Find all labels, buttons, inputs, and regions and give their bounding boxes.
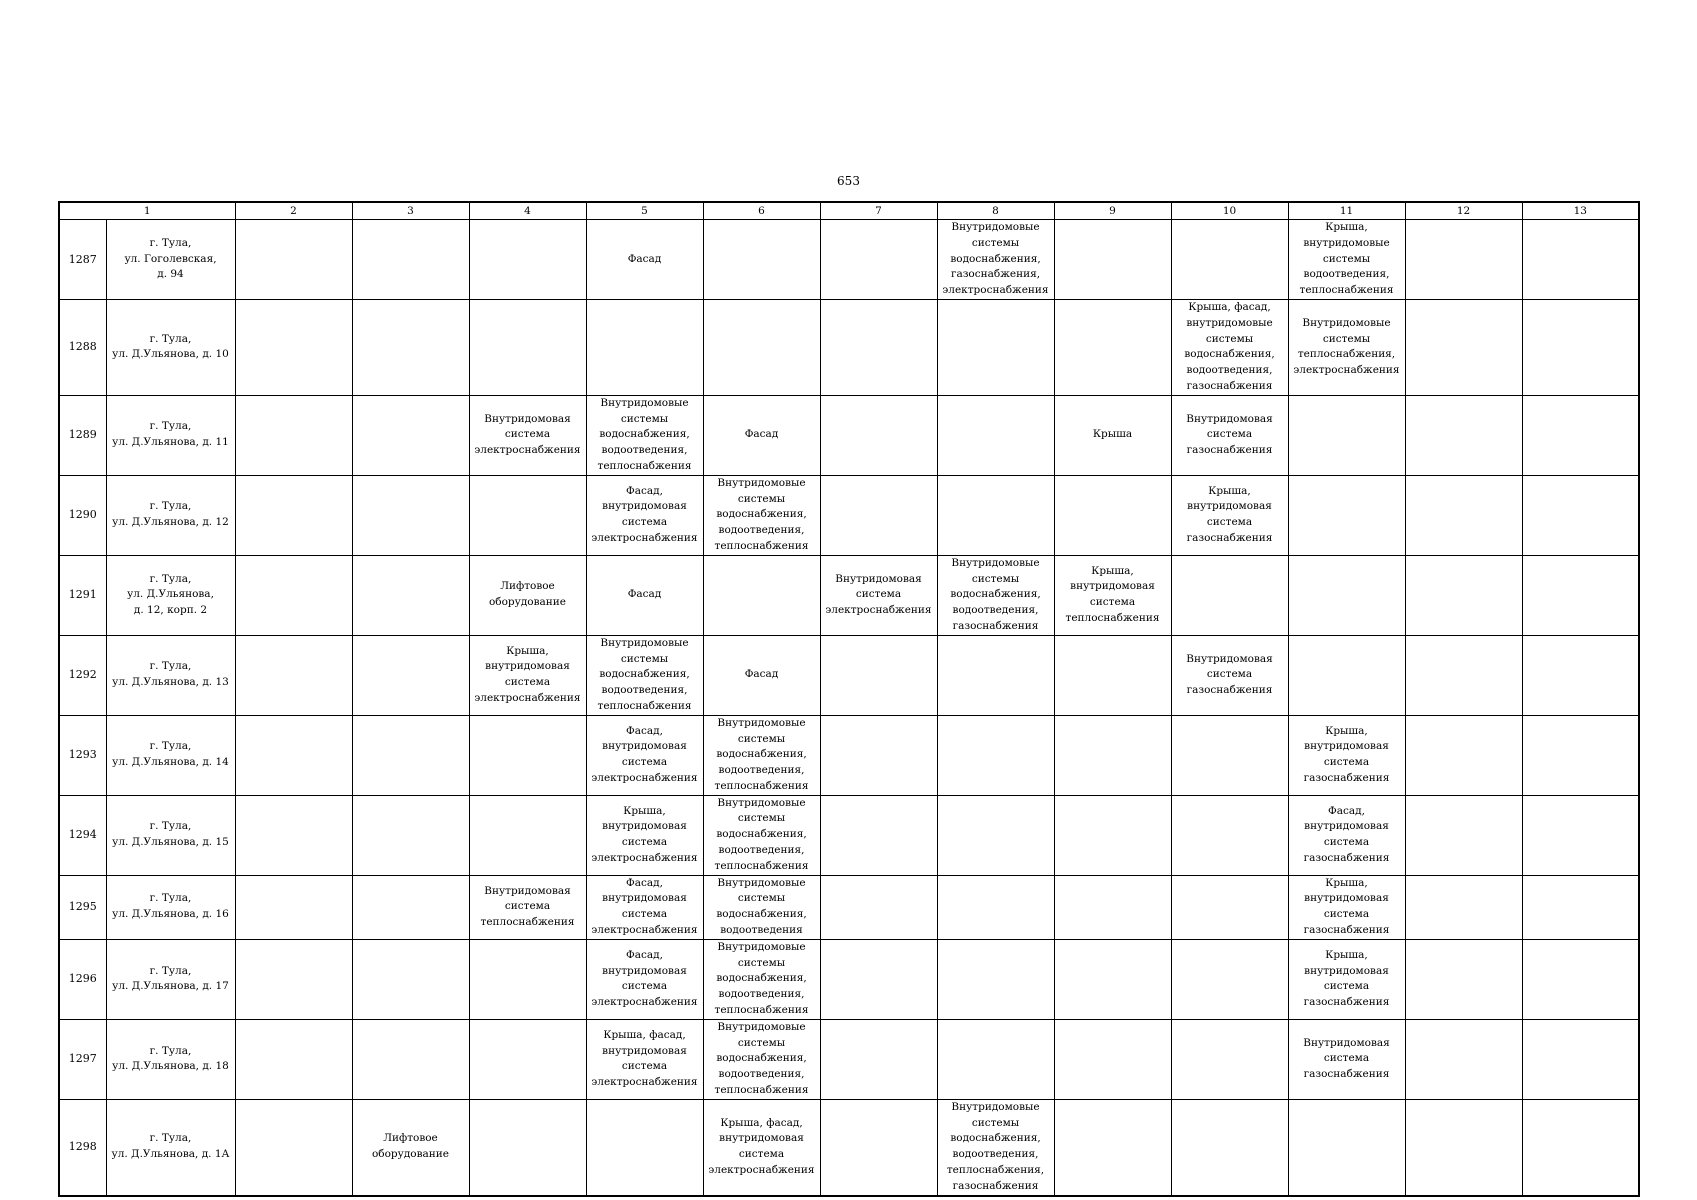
row-number: 1296 xyxy=(59,939,106,1019)
work-cell-col-10 xyxy=(1171,1099,1288,1195)
work-cell-col-12 xyxy=(1405,715,1522,795)
address-cell: г. Тула, ул. Д.Ульянова, д. 10 xyxy=(106,299,235,395)
work-cell-col-2 xyxy=(235,220,352,300)
row-number: 1294 xyxy=(59,795,106,875)
work-cell-col-2 xyxy=(235,395,352,475)
work-cell-col-7 xyxy=(820,475,937,555)
work-cell-col-3 xyxy=(352,555,469,635)
work-cell-col-3 xyxy=(352,1019,469,1099)
work-cell-col-10 xyxy=(1171,555,1288,635)
work-cell-col-7 xyxy=(820,635,937,715)
work-cell-col-6: Внутридомовые системы водоснабжения, водоотведения xyxy=(703,875,820,939)
work-cell-col-6: Фасад xyxy=(703,635,820,715)
work-cell-col-9 xyxy=(1054,1019,1171,1099)
work-cell-col-4 xyxy=(469,939,586,1019)
table-body xyxy=(59,202,1639,1196)
work-cell-col-2 xyxy=(235,795,352,875)
work-cell-col-6 xyxy=(703,555,820,635)
work-cell-col-8 xyxy=(937,299,1054,395)
page-number: 653 xyxy=(837,174,860,188)
work-cell-col-10: Внутридомовая система газоснабжения xyxy=(1171,395,1288,475)
work-cell-col-5: Фасад, внутридомовая система электроснабжения xyxy=(586,715,703,795)
work-cell-col-2 xyxy=(235,475,352,555)
work-cell-col-5 xyxy=(586,1099,703,1195)
work-cell-col-12 xyxy=(1405,555,1522,635)
work-cell-col-4: Внутридомовая система электроснабжения xyxy=(469,395,586,475)
work-cell-col-9 xyxy=(1054,939,1171,1019)
work-cell-col-9 xyxy=(1054,875,1171,939)
work-cell-col-8: Внутридомовые системы водоснабжения, водоотведения, газоснабжения xyxy=(937,555,1054,635)
work-cell-col-5: Фасад, внутридомовая система электроснабжения xyxy=(586,939,703,1019)
work-cell-col-9 xyxy=(1054,220,1171,300)
work-cell-col-8 xyxy=(937,475,1054,555)
work-cell-col-3 xyxy=(352,635,469,715)
work-cell-col-11 xyxy=(1288,635,1405,715)
work-cell-col-5: Фасад, внутридомовая система электроснабжения xyxy=(586,875,703,939)
work-cell-col-10 xyxy=(1171,715,1288,795)
address-cell: г. Тула, ул. Д.Ульянова, д. 18 xyxy=(106,1019,235,1099)
work-cell-col-10 xyxy=(1171,1019,1288,1099)
work-cell-col-7 xyxy=(820,795,937,875)
row-number: 1287 xyxy=(59,220,106,300)
work-cell-col-3: Лифтовое оборудование xyxy=(352,1099,469,1195)
work-cell-col-11 xyxy=(1288,475,1405,555)
work-cell-col-8 xyxy=(937,875,1054,939)
work-cell-col-13 xyxy=(1522,555,1639,635)
row-number: 1288 xyxy=(59,299,106,395)
work-cell-col-3 xyxy=(352,875,469,939)
work-cell-col-8 xyxy=(937,715,1054,795)
work-cell-col-7 xyxy=(820,1099,937,1195)
table-row xyxy=(59,635,1639,715)
work-cell-col-8 xyxy=(937,395,1054,475)
work-cell-col-4: Внутридомовая система теплоснабжения xyxy=(469,875,586,939)
work-cell-col-12 xyxy=(1405,795,1522,875)
work-cell-col-5: Внутридомовые системы водоснабжения, водоотведения, теплоснабжения xyxy=(586,395,703,475)
work-cell-col-8 xyxy=(937,939,1054,1019)
work-cell-col-4 xyxy=(469,715,586,795)
column-header: 4 xyxy=(469,202,586,220)
column-header: 1 xyxy=(59,202,235,220)
work-cell-col-2 xyxy=(235,1099,352,1195)
work-cell-col-4 xyxy=(469,795,586,875)
row-number: 1295 xyxy=(59,875,106,939)
column-header: 5 xyxy=(586,202,703,220)
work-cell-col-10 xyxy=(1171,939,1288,1019)
work-cell-col-7 xyxy=(820,875,937,939)
work-cell-col-10 xyxy=(1171,875,1288,939)
work-cell-col-9 xyxy=(1054,299,1171,395)
work-cell-col-11: Крыша, внутридомовая система газоснабжения xyxy=(1288,939,1405,1019)
work-cell-col-4 xyxy=(469,220,586,300)
work-cell-col-12 xyxy=(1405,395,1522,475)
work-cell-col-10: Крыша, фасад, внутридомовые системы водоснабжения, водоотведения, газоснабжения xyxy=(1171,299,1288,395)
table-row xyxy=(59,1019,1639,1099)
work-cell-col-8 xyxy=(937,795,1054,875)
work-cell-col-12 xyxy=(1405,635,1522,715)
work-cell-col-13 xyxy=(1522,299,1639,395)
work-cell-col-7 xyxy=(820,395,937,475)
work-cell-col-12 xyxy=(1405,220,1522,300)
work-cell-col-6 xyxy=(703,299,820,395)
table-row xyxy=(59,939,1639,1019)
column-header: 2 xyxy=(235,202,352,220)
address-cell: г. Тула, ул. Д.Ульянова, д. 15 xyxy=(106,795,235,875)
work-cell-col-12 xyxy=(1405,475,1522,555)
work-cell-col-4 xyxy=(469,1099,586,1195)
work-cell-col-13 xyxy=(1522,395,1639,475)
row-number: 1293 xyxy=(59,715,106,795)
work-cell-col-6: Внутридомовые системы водоснабжения, водоотведения, теплоснабжения xyxy=(703,939,820,1019)
work-cell-col-5: Крыша, фасад, внутридомовая система электроснабжения xyxy=(586,1019,703,1099)
work-cell-col-7 xyxy=(820,1019,937,1099)
address-cell: г. Тула, ул. Д.Ульянова, д. 12, корп. 2 xyxy=(106,555,235,635)
work-cell-col-12 xyxy=(1405,1019,1522,1099)
work-cell-col-3 xyxy=(352,939,469,1019)
work-cell-col-4 xyxy=(469,1019,586,1099)
work-cell-col-8 xyxy=(937,635,1054,715)
column-header: 9 xyxy=(1054,202,1171,220)
column-header: 10 xyxy=(1171,202,1288,220)
work-cell-col-13 xyxy=(1522,1099,1639,1195)
work-cell-col-11: Крыша, внутридомовая система газоснабжения xyxy=(1288,715,1405,795)
address-cell: г. Тула, ул. Д.Ульянова, д. 13 xyxy=(106,635,235,715)
work-cell-col-7 xyxy=(820,939,937,1019)
row-number: 1298 xyxy=(59,1099,106,1195)
table-row xyxy=(59,795,1639,875)
table-row xyxy=(59,475,1639,555)
work-cell-col-8: Внутридомовые системы водоснабжения, водоотведения, теплоснабжения, газоснабжения xyxy=(937,1099,1054,1195)
header-row xyxy=(59,202,1639,220)
work-cell-col-13 xyxy=(1522,220,1639,300)
work-cell-col-5: Фасад, внутридомовая система электроснабжения xyxy=(586,475,703,555)
work-cell-col-7 xyxy=(820,715,937,795)
work-cell-col-12 xyxy=(1405,939,1522,1019)
work-cell-col-10 xyxy=(1171,220,1288,300)
table-row xyxy=(59,220,1639,300)
work-cell-col-10: Крыша, внутридомовая система газоснабжения xyxy=(1171,475,1288,555)
work-cell-col-6: Внутридомовые системы водоснабжения, водоотведения, теплоснабжения xyxy=(703,795,820,875)
work-cell-col-2 xyxy=(235,635,352,715)
column-header: 3 xyxy=(352,202,469,220)
work-cell-col-2 xyxy=(235,299,352,395)
work-cell-col-7 xyxy=(820,299,937,395)
work-cell-col-8 xyxy=(937,1019,1054,1099)
work-cell-col-2 xyxy=(235,555,352,635)
table-row xyxy=(59,715,1639,795)
work-cell-col-13 xyxy=(1522,875,1639,939)
work-cell-col-5: Фасад xyxy=(586,555,703,635)
work-cell-col-4 xyxy=(469,299,586,395)
work-cell-col-5: Внутридомовые системы водоснабжения, водоотведения, теплоснабжения xyxy=(586,635,703,715)
address-cell: г. Тула, ул. Д.Ульянова, д. 11 xyxy=(106,395,235,475)
work-cell-col-2 xyxy=(235,1019,352,1099)
work-cell-col-10 xyxy=(1171,795,1288,875)
work-cell-col-3 xyxy=(352,715,469,795)
work-cell-col-13 xyxy=(1522,795,1639,875)
work-cell-col-11: Внутридомовые системы теплоснабжения, электроснабжения xyxy=(1288,299,1405,395)
table-row xyxy=(59,299,1639,395)
work-cell-col-6: Внутридомовые системы водоснабжения, водоотведения, теплоснабжения xyxy=(703,475,820,555)
work-cell-col-4: Лифтовое оборудование xyxy=(469,555,586,635)
work-cell-col-7: Внутридомовая система электроснабжения xyxy=(820,555,937,635)
column-header: 12 xyxy=(1405,202,1522,220)
repair-schedule-table xyxy=(58,201,1640,1197)
address-cell: г. Тула, ул. Гоголевская, д. 94 xyxy=(106,220,235,300)
work-cell-col-6: Крыша, фасад, внутридомовая система электроснабжения xyxy=(703,1099,820,1195)
table-row xyxy=(59,395,1639,475)
work-cell-col-11: Крыша, внутридомовая система газоснабжения xyxy=(1288,875,1405,939)
work-cell-col-13 xyxy=(1522,939,1639,1019)
work-cell-col-12 xyxy=(1405,875,1522,939)
row-number: 1297 xyxy=(59,1019,106,1099)
work-cell-col-2 xyxy=(235,939,352,1019)
address-cell: г. Тула, ул. Д.Ульянова, д. 17 xyxy=(106,939,235,1019)
column-header: 13 xyxy=(1522,202,1639,220)
work-cell-col-13 xyxy=(1522,1019,1639,1099)
work-cell-col-11: Фасад, внутридомовая система газоснабжения xyxy=(1288,795,1405,875)
work-cell-col-3 xyxy=(352,220,469,300)
work-cell-col-6: Фасад xyxy=(703,395,820,475)
work-cell-col-3 xyxy=(352,299,469,395)
work-cell-col-5 xyxy=(586,299,703,395)
work-cell-col-11 xyxy=(1288,395,1405,475)
work-cell-col-9 xyxy=(1054,635,1171,715)
row-number: 1289 xyxy=(59,395,106,475)
work-cell-col-12 xyxy=(1405,299,1522,395)
work-cell-col-6 xyxy=(703,220,820,300)
work-cell-col-2 xyxy=(235,875,352,939)
work-cell-col-3 xyxy=(352,395,469,475)
work-cell-col-3 xyxy=(352,475,469,555)
work-cell-col-9 xyxy=(1054,795,1171,875)
work-cell-col-9 xyxy=(1054,715,1171,795)
work-cell-col-5: Крыша, внутридомовая система электроснабжения xyxy=(586,795,703,875)
work-cell-col-13 xyxy=(1522,475,1639,555)
column-header: 7 xyxy=(820,202,937,220)
work-cell-col-11 xyxy=(1288,555,1405,635)
address-cell: г. Тула, ул. Д.Ульянова, д. 1А xyxy=(106,1099,235,1195)
work-cell-col-2 xyxy=(235,715,352,795)
address-cell: г. Тула, ул. Д.Ульянова, д. 12 xyxy=(106,475,235,555)
work-cell-col-4: Крыша, внутридомовая система электроснабжения xyxy=(469,635,586,715)
work-cell-col-11: Крыша, внутридомовые системы водоотведения, теплоснабжения xyxy=(1288,220,1405,300)
work-cell-col-8: Внутридомовые системы водоснабжения, газоснабжения, электроснабжения xyxy=(937,220,1054,300)
work-cell-col-4 xyxy=(469,475,586,555)
work-cell-col-10: Внутридомовая система газоснабжения xyxy=(1171,635,1288,715)
address-cell: г. Тула, ул. Д.Ульянова, д. 14 xyxy=(106,715,235,795)
work-cell-col-9: Крыша, внутридомовая система теплоснабжения xyxy=(1054,555,1171,635)
work-cell-col-13 xyxy=(1522,715,1639,795)
row-number: 1292 xyxy=(59,635,106,715)
row-number: 1290 xyxy=(59,475,106,555)
work-cell-col-5: Фасад xyxy=(586,220,703,300)
work-cell-col-12 xyxy=(1405,1099,1522,1195)
work-cell-col-11: Внутридомовая система газоснабжения xyxy=(1288,1019,1405,1099)
column-header: 11 xyxy=(1288,202,1405,220)
table-row xyxy=(59,875,1639,939)
column-header: 8 xyxy=(937,202,1054,220)
work-cell-col-7 xyxy=(820,220,937,300)
work-cell-col-6: Внутридомовые системы водоснабжения, водоотведения, теплоснабжения xyxy=(703,715,820,795)
work-cell-col-9: Крыша xyxy=(1054,395,1171,475)
work-cell-col-6: Внутридомовые системы водоснабжения, водоотведения, теплоснабжения xyxy=(703,1019,820,1099)
column-header: 6 xyxy=(703,202,820,220)
work-cell-col-13 xyxy=(1522,635,1639,715)
work-cell-col-3 xyxy=(352,795,469,875)
row-number: 1291 xyxy=(59,555,106,635)
table-row xyxy=(59,555,1639,635)
address-cell: г. Тула, ул. Д.Ульянова, д. 16 xyxy=(106,875,235,939)
work-cell-col-9 xyxy=(1054,475,1171,555)
table-row xyxy=(59,1099,1639,1195)
work-cell-col-9 xyxy=(1054,1099,1171,1195)
work-cell-col-11 xyxy=(1288,1099,1405,1195)
